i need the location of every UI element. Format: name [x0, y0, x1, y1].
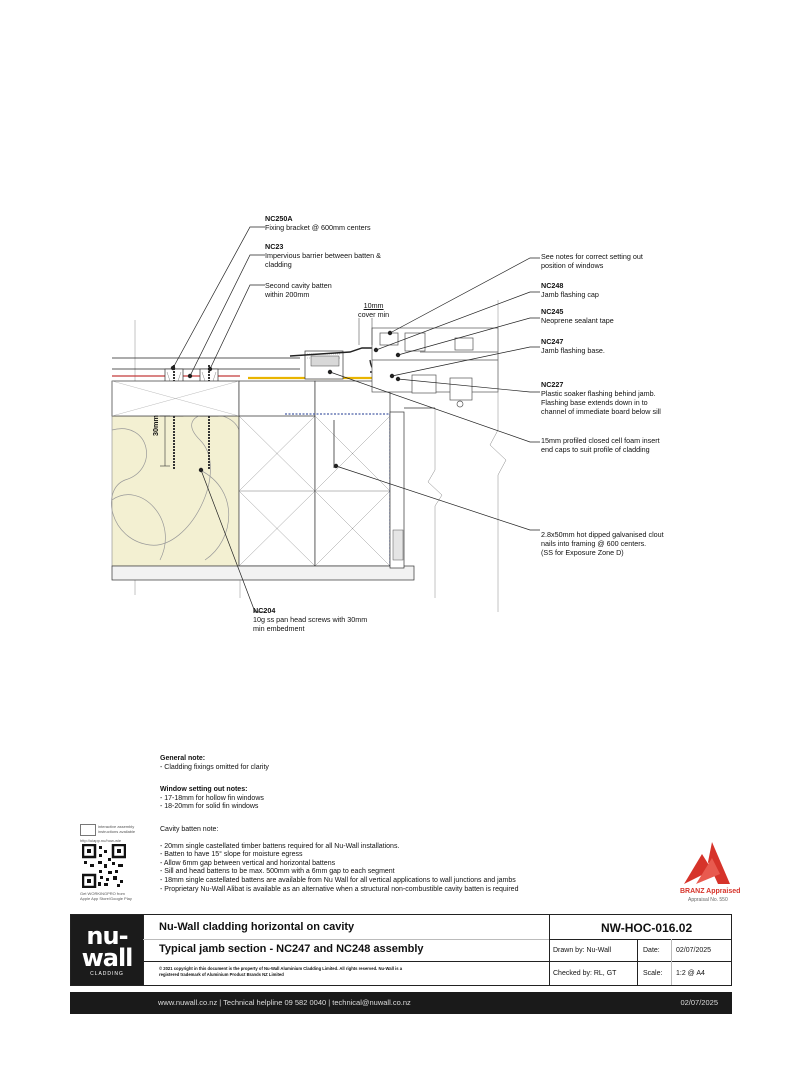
callout-nc227-text-2: Flashing base extends down in to	[541, 398, 648, 407]
general-notes	[160, 755, 269, 772]
general-notes-title: General note:	[160, 755, 206, 762]
callout-second-batten-1: Second cavity batten	[265, 281, 332, 290]
window-notes	[160, 786, 264, 812]
callout-cover	[358, 301, 389, 319]
qr-app-1: Get WORKINGPRO from	[80, 891, 125, 896]
branz-icon	[682, 840, 732, 886]
callout-foam-1: 15mm profiled closed cell foam insert	[541, 436, 660, 445]
qr-caption-1: interactive assembly	[98, 824, 135, 829]
footer-contact[interactable]: www.nuwall.co.nz | Technical helpline 09 582 0040 | technical@nuwall.co.nz	[158, 998, 411, 1007]
copyright-2: registered trademark of Aluminium Product Brands NZ Limited	[159, 972, 284, 977]
general-note-1: - Cladding fixings omitted for clarity	[160, 763, 269, 771]
cavity-note-3: - Allow 6mm gap between vertical and horizontal battens	[160, 859, 336, 867]
dim-30mm-label: 30mm	[151, 415, 160, 436]
callout-cover-2: cover min	[358, 310, 390, 319]
callout-nc227-text-1: Plastic soaker flashing behind jamb.	[541, 389, 656, 398]
callout-nc204-text-2: min embedment	[253, 624, 305, 633]
callout-second-batten-2: within 200mm	[265, 290, 310, 299]
cavity-note-6: - Proprietary Nu-Wall Alibat is available as an alternative when a structural non-combustible cavity batten is required	[160, 885, 519, 893]
insulation	[112, 416, 239, 566]
callout-nc23-text-1: Impervious barrier between batten &	[265, 251, 381, 260]
title-block	[70, 914, 732, 986]
callout-nc250a-code: NC250A	[265, 214, 293, 223]
callout-setting-out-1: See notes for correct setting out	[541, 252, 643, 261]
footer-bar	[70, 992, 732, 1014]
cavity-note-5: - 18mm single castellated battens are available from Nu Wall for all vertical applications to wall junctions and jambs	[160, 876, 516, 884]
callout-nc23-text-2: cladding	[265, 260, 292, 269]
copyright-1: © 2021 copyright in this document is the property of Nu-Wall Aluminium Cladding Limited. All rights reserved. Nu-Wall is a	[159, 966, 403, 971]
date-value: 02/07/2025	[676, 947, 712, 954]
cavity-notes	[160, 826, 518, 894]
stud-1	[239, 381, 315, 566]
qr-url[interactable]: http://uiapp.nu/how-wie	[80, 838, 122, 843]
callout-nc250a-text: Fixing bracket @ 600mm centers	[265, 223, 371, 232]
callout-nc227	[541, 380, 661, 416]
callout-nc227-code: NC227	[541, 380, 564, 389]
callout-nails-3: (SS for Exposure Zone D)	[541, 548, 624, 557]
callout-nc248-code: NC248	[541, 281, 564, 290]
callout-second-batten	[265, 281, 332, 299]
logo-line-1: nu-	[86, 922, 128, 950]
callout-nc247-text: Jamb flashing base.	[541, 346, 605, 355]
window-frame	[372, 328, 498, 407]
window-note-1: - 17-18mm for hollow fin windows	[160, 794, 264, 802]
copyright-notice	[159, 966, 402, 978]
qr-caption	[98, 824, 135, 834]
callout-nc204-text-1: 10g ss pan head screws with 30mm	[253, 615, 368, 624]
qr-app-2: Apple App Store/Google Play	[80, 896, 132, 901]
callout-nc250a	[265, 214, 371, 232]
logo-line-2: wall	[81, 944, 133, 972]
callout-foam-2: end caps to suit profile of cladding	[541, 445, 650, 454]
cavity-note-2: - Batten to have 15° slope for moisture egress	[160, 851, 303, 859]
cavity-notes-title: Cavity batten note:	[160, 826, 219, 833]
logo-sub: CLADDING	[90, 971, 124, 977]
callout-nails-1: 2.8x50mm hot dipped galvanised clout	[541, 530, 664, 539]
callout-nc204-code: NC204	[253, 606, 276, 615]
qr-caption-2: instructions available	[98, 829, 136, 834]
checked-by: Checked by: RL, GT	[553, 970, 617, 977]
nu-wall-logo	[71, 915, 143, 985]
branz-brand: BRANZ Appraised	[680, 888, 741, 895]
qr-app-text	[80, 891, 132, 901]
cavity-note-4: - Sill and head battens to be max. 500mm with a 6mm gap to each segment	[160, 868, 395, 876]
callout-nc247	[541, 337, 605, 355]
callout-nails-2: nails into framing @ 600 centers.	[541, 539, 647, 548]
callout-nc245	[541, 307, 614, 325]
callout-nc227-text-3: channel of immediate board below sill	[541, 407, 661, 416]
scale-label: Scale:	[643, 970, 663, 977]
drawing-title-1: Nu-Wall cladding horizontal on cavity	[159, 921, 355, 933]
callout-nc248	[541, 281, 599, 299]
tablet-icon	[80, 824, 96, 836]
callout-nc245-text: Neoprene sealant tape	[541, 316, 614, 325]
window-note-2: - 18-20mm for solid fin windows	[160, 803, 259, 811]
callout-cover-1: 10mm	[363, 301, 384, 310]
date-label: Date:	[643, 947, 660, 954]
callout-nc248-text: Jamb flashing cap	[541, 290, 599, 299]
drawn-by: Drawn by: Nu-Wall	[553, 947, 612, 954]
cavity-note-1: - 20mm single castellated timber battens required for all Nu-Wall installations.	[160, 842, 400, 850]
branz-number: Appraisal No. 550	[688, 897, 728, 903]
qr-code-icon[interactable]	[82, 844, 126, 888]
drawing-title-2: Typical jamb section - NC247 and NC248 assembly	[159, 943, 424, 955]
callout-setting-out-2: position of windows	[541, 261, 604, 270]
callout-nc23-code: NC23	[265, 242, 284, 251]
scale-value: 1:2 @ A4	[676, 970, 705, 977]
callout-clout-nails	[541, 530, 664, 557]
window-notes-title: Window setting out notes:	[160, 786, 248, 793]
callout-nc245-code: NC245	[541, 307, 564, 316]
callout-nc247-code: NC247	[541, 337, 564, 346]
callout-foam-insert	[541, 436, 660, 454]
callout-nc204	[253, 606, 367, 633]
callout-nc23	[265, 242, 381, 269]
qr-block[interactable]	[80, 824, 155, 906]
wall-lining	[112, 566, 414, 580]
stud-2	[315, 381, 390, 566]
drawing-number: NW-HOC-016.02	[601, 921, 693, 935]
footer-date: 02/07/2025	[680, 998, 718, 1007]
callout-setting-out	[541, 252, 643, 270]
branz-appraised-logo	[674, 840, 744, 906]
